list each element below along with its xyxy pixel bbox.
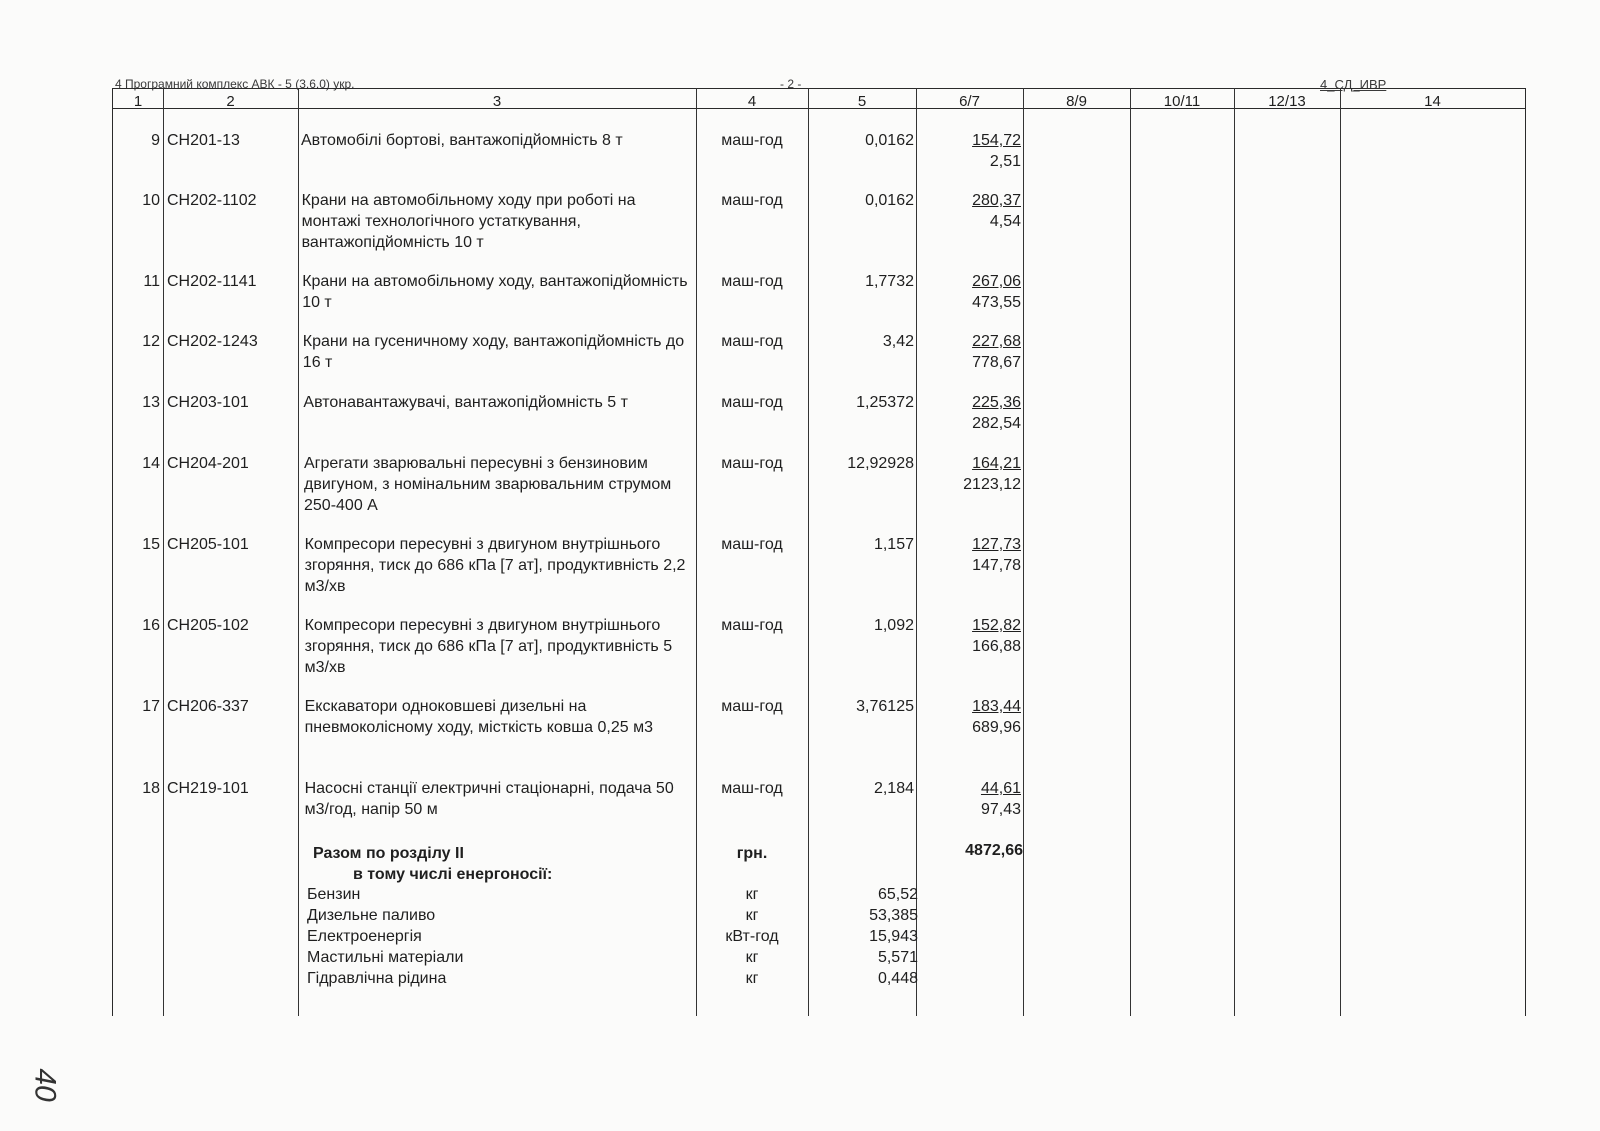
row-number: 11 [143, 273, 160, 290]
total-label: Разом по розділу II [313, 845, 464, 862]
energy-unit: кг [745, 886, 759, 903]
row-description: Автомобілі бортові, вантажопідйомність 8 т [301, 132, 623, 149]
row-unit-price: 127,73 [972, 536, 1021, 553]
row-unit-price: 154,72 [972, 132, 1021, 149]
row-description: Компресори пересувні з двигуном внутрішнього згоряння, тиск до 686 кПа [7 ат], продуктивність 2,2 м3/хв [304, 536, 686, 595]
col-header-8-9: 8/9 [1066, 93, 1087, 110]
row-unit: маш-год [721, 617, 783, 634]
col-sep-2 [298, 88, 299, 1016]
row-total-cost: 2123,12 [963, 476, 1021, 493]
row-number: 12 [142, 333, 160, 350]
col-header-6-7: 6/7 [959, 93, 980, 110]
row-unit-price: 183,44 [972, 698, 1021, 715]
row-total-cost: 2,51 [989, 153, 1021, 170]
energy-subtitle: в тому числі енергоносії: [353, 866, 553, 883]
row-total-cost: 97,43 [980, 801, 1021, 818]
energy-quantity: 15,943 [869, 928, 918, 945]
row-unit: маш-год [721, 698, 783, 715]
energy-unit: кВт-год [725, 928, 779, 945]
row-price-cost [916, 190, 1021, 232]
row-total-cost: 473,55 [972, 294, 1021, 311]
row-unit: маш-год [721, 536, 783, 553]
handwritten-page-number: 40 [28, 1068, 62, 1102]
row-number: 17 [142, 698, 160, 715]
col-sep-7 [1130, 88, 1131, 1016]
row-unit: маш-год [721, 333, 783, 350]
row-total-cost: 4,54 [989, 213, 1021, 230]
row-unit: маш-год [721, 455, 783, 472]
row-price-cost [916, 331, 1021, 373]
energy-unit: кг [745, 907, 759, 924]
row-price-cost [916, 696, 1021, 738]
col-sep-8 [1234, 88, 1235, 1016]
energy-name: Мастильні матеріали [307, 949, 464, 966]
row-quantity: 1,7732 [865, 273, 914, 290]
row-total-cost: 778,67 [972, 354, 1021, 371]
row-number: 9 [151, 132, 160, 149]
row-description: Компресори пересувні з двигуном внутрішнього згоряння, тиск до 686 кПа [7 ат], продуктивність 5 м3/хв [304, 617, 673, 676]
col-header-4: 4 [747, 93, 757, 110]
row-quantity: 3,42 [882, 333, 914, 350]
row-unit-price: 225,36 [972, 394, 1021, 411]
row-unit-price: 152,82 [972, 617, 1021, 634]
row-unit: маш-год [721, 273, 783, 290]
energy-quantity: 65,52 [877, 886, 918, 903]
row-description: Насосні станції електричні стаціонарні, подача 50 м3/год, напір 50 м [304, 780, 674, 818]
col-header-5: 5 [857, 93, 867, 110]
row-quantity: 1,25372 [856, 394, 914, 411]
row-code: СН202-1102 [167, 192, 257, 209]
energy-name: Гідравлічна рідина [307, 970, 447, 987]
row-number: 14 [142, 455, 160, 472]
estimate-table [112, 88, 1526, 1016]
col-header-3: 3 [492, 93, 502, 110]
row-unit-price: 164,21 [972, 455, 1021, 472]
row-description: Автонавантажувачі, вантажопідйомність 5 т [303, 394, 628, 411]
row-code: СН205-102 [167, 617, 249, 634]
row-code: СН202-1141 [167, 273, 257, 290]
row-code: СН203-101 [167, 394, 249, 411]
total-unit: грн. [736, 845, 768, 862]
col-sep-9 [1340, 88, 1341, 1016]
col-header-14: 14 [1424, 93, 1441, 110]
row-code: СН205-101 [167, 536, 249, 553]
row-number: 18 [142, 780, 160, 797]
energy-quantity: 0,448 [877, 970, 918, 987]
row-number: 13 [142, 394, 160, 411]
row-price-cost [916, 130, 1021, 172]
row-code: СН206-337 [167, 698, 249, 715]
energy-unit: кг [745, 949, 759, 966]
row-price-cost [916, 271, 1021, 313]
col-sep-6 [1023, 88, 1024, 1016]
energy-unit: кг [745, 970, 759, 987]
row-description: Крани на гусеничному ходу, вантажопідйомність до 16 т [302, 333, 685, 371]
row-quantity: 3,76125 [856, 698, 914, 715]
row-total-cost: 282,54 [972, 415, 1021, 432]
row-total-cost: 147,78 [972, 557, 1021, 574]
row-description: Екскаватори одноковшеві дизельні на пневмоколісному ходу, місткість ковша 0,25 м3 [304, 698, 653, 736]
software-header: 4 Програмний комплекс АВК - 5 (3.6.0) укр. [115, 77, 355, 91]
row-price-cost [916, 778, 1021, 820]
total-value: 4872,66 [965, 842, 1023, 859]
row-code: СН219-101 [167, 780, 249, 797]
row-quantity: 1,092 [873, 617, 914, 634]
row-quantity: 12,92928 [847, 455, 914, 472]
row-unit-price: 44,61 [980, 780, 1021, 797]
col-sep-1 [163, 88, 164, 1016]
energy-name: Електроенергія [307, 928, 422, 945]
table-top-border [113, 88, 1525, 89]
row-unit: маш-год [721, 780, 783, 797]
col-header-10-11: 10/11 [1163, 93, 1201, 110]
row-total-cost: 689,96 [972, 719, 1021, 736]
row-unit-price: 227,68 [972, 333, 1021, 350]
row-description: Крани на автомобільному ходу, вантажопідйомність 10 т [302, 273, 688, 311]
row-price-cost [916, 534, 1021, 576]
row-description: Агрегати зварювальні пересувні з бензиновим двигуном, з номінальним зварювальним струмом 250-400 А [304, 455, 672, 514]
row-unit: маш-год [721, 192, 783, 209]
row-unit: маш-год [721, 394, 783, 411]
row-price-cost [916, 392, 1021, 434]
row-price-cost [916, 453, 1021, 495]
row-price-cost [916, 615, 1021, 657]
row-unit-price: 280,37 [972, 192, 1021, 209]
row-description: Крани на автомобільному ходу при роботі на монтажі технологічного устаткування, вантажопідйомність 10 т [301, 192, 636, 251]
col-header-12-13: 12/13 [1268, 93, 1306, 110]
row-number: 10 [142, 192, 160, 209]
energy-name: Дизельне паливо [307, 907, 436, 924]
col-header-2: 2 [226, 93, 235, 110]
energy-quantity: 53,385 [869, 907, 918, 924]
row-quantity: 2,184 [873, 780, 914, 797]
col-header-1: 1 [133, 93, 143, 110]
row-quantity: 0,0162 [865, 132, 914, 149]
row-quantity: 0,0162 [865, 192, 914, 209]
energy-name: Бензин [307, 886, 361, 903]
energy-quantity: 5,571 [877, 949, 918, 966]
row-number: 15 [142, 536, 160, 553]
row-code: СН204-201 [167, 455, 249, 472]
page-number-header: - 2 - [780, 77, 802, 91]
row-total-cost: 166,88 [972, 638, 1021, 655]
row-unit: маш-год [721, 132, 783, 149]
document-code: 4_СД_ИВР [1320, 77, 1387, 92]
row-code: СН201-13 [167, 132, 240, 149]
row-number: 16 [142, 617, 160, 634]
row-code: СН202-1243 [167, 333, 258, 350]
row-unit-price: 267,06 [972, 273, 1021, 290]
row-quantity: 1,157 [873, 536, 914, 553]
